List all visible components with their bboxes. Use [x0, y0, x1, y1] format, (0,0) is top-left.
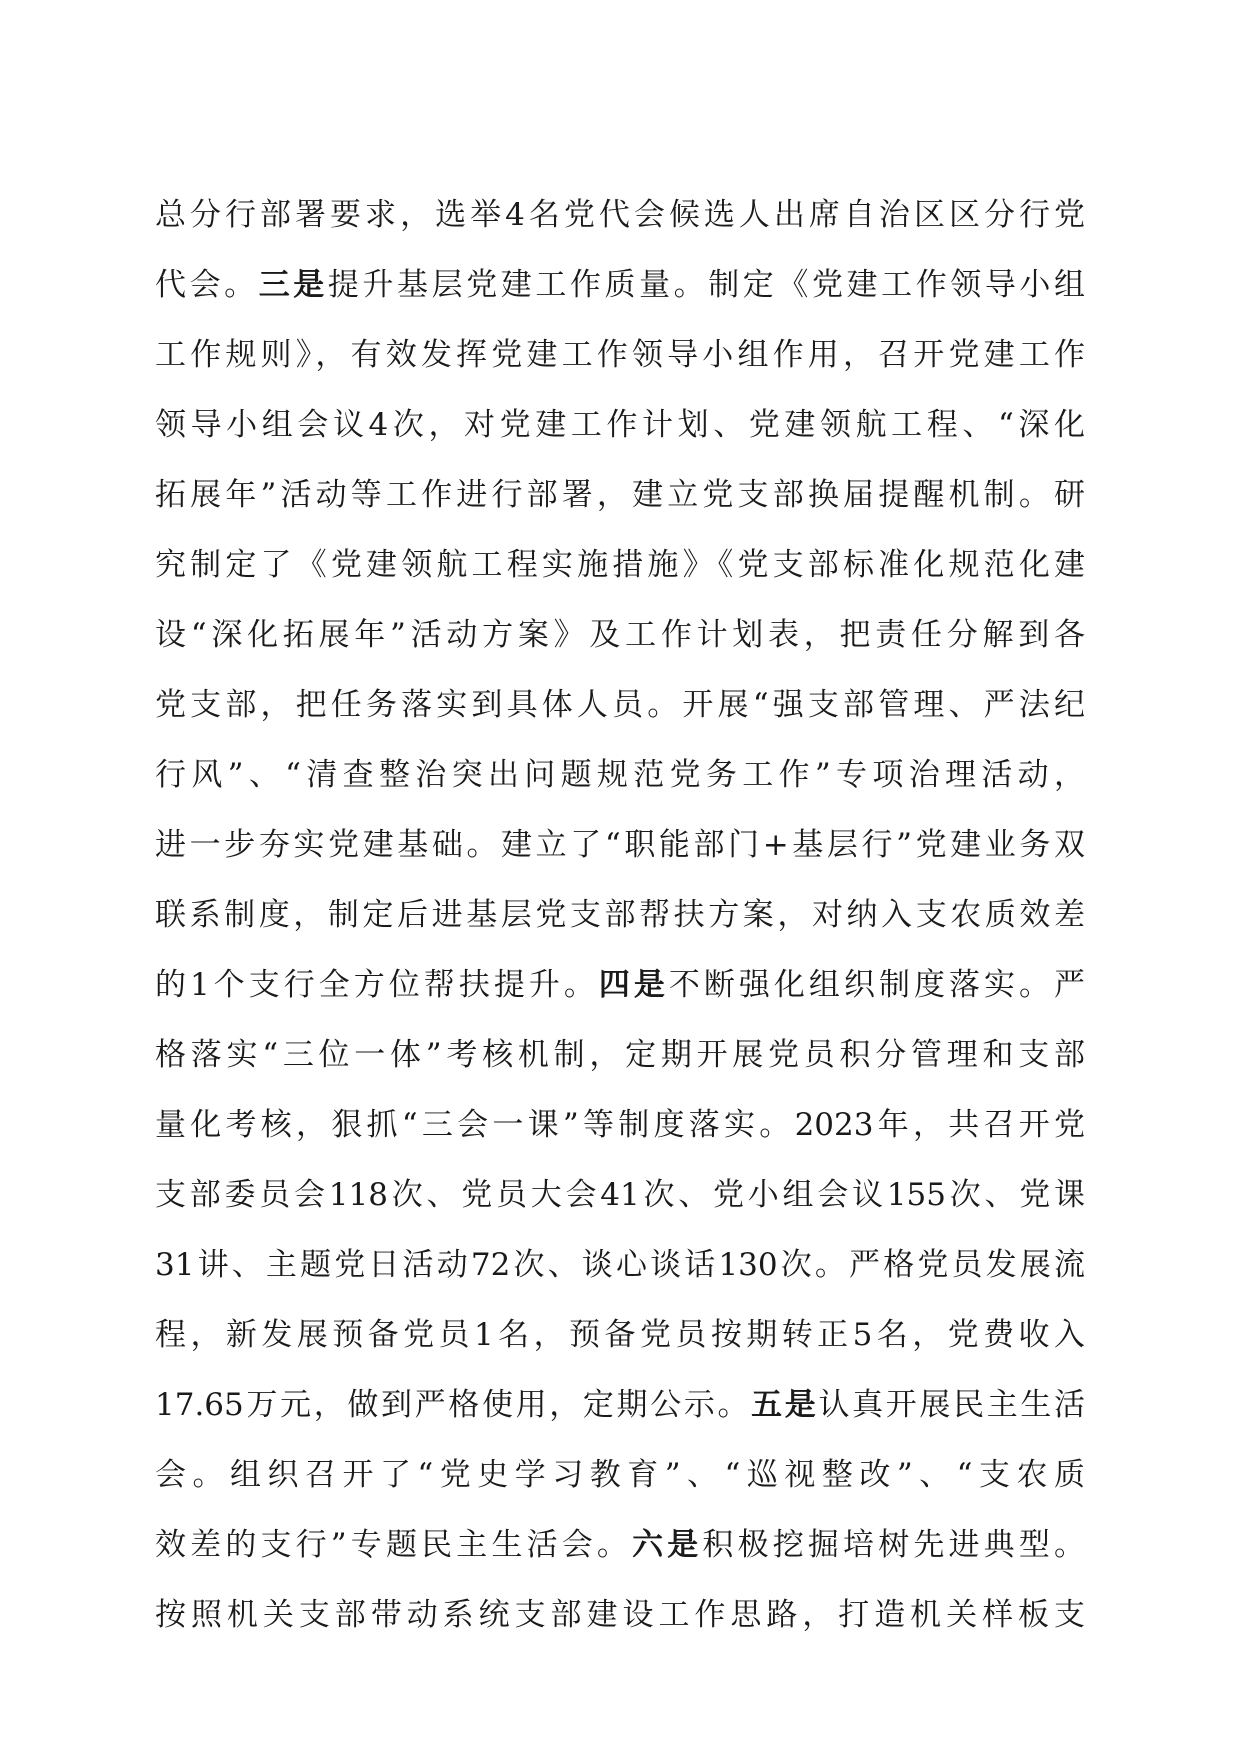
text-line-content	[155, 670, 1085, 740]
text-line	[155, 1440, 1085, 1510]
text-run: 格落实“三位一体”考核机制，定期开展党员积分管理和支部	[155, 1037, 1085, 1073]
text-run: 拓展年”活动等工作进行部署，建立党支部换届提醒机制。研	[155, 477, 1085, 513]
text-line-content	[155, 460, 1085, 530]
text-run: 行风”、“清查整治突出问题规范党务工作”专项治理活动，	[155, 757, 1085, 793]
text-run: 党支部，把任务落实到具体人员。开展“强支部管理、严法纪	[155, 687, 1085, 723]
text-line	[155, 670, 1085, 740]
text-run: 会。组织召开了“党史学习教育”、“巡视整改”、“支农质	[155, 1457, 1085, 1493]
text-line	[155, 390, 1085, 460]
text-run: 31讲、主题党日活动72次、谈心谈话130次。严格党员发展流	[155, 1247, 1085, 1283]
text-run: 量化考核，狠抓“三会一课”等制度落实。2023年，共召开党	[155, 1107, 1085, 1143]
text-run: 不断强化组织制度落实。严	[668, 967, 1085, 1003]
text-line	[155, 180, 1085, 250]
text-line-content	[155, 1370, 1085, 1440]
text-line	[155, 1370, 1085, 1440]
text-run: 代会。	[155, 267, 259, 303]
text-run: 工作规则》，有效发挥党建工作领导小组作用，召开党建工作	[155, 337, 1085, 373]
text-run: 效差的支行”专题民主生活会。	[155, 1527, 633, 1563]
text-line-content	[155, 1440, 1085, 1510]
text-run: 进一步夯实党建基础。建立了“职能部门+基层行”党建业务双	[155, 827, 1085, 863]
text-line-content	[155, 1300, 1085, 1370]
text-run: 按照机关支部带动系统支部建设工作思路，打造机关样板支	[155, 1597, 1085, 1633]
body-paragraph	[155, 180, 1085, 1650]
text-line	[155, 1300, 1085, 1370]
text-run: 程，新发展预备党员1名，预备党员按期转正5名，党费收入	[155, 1317, 1085, 1353]
text-line	[155, 530, 1085, 600]
text-line	[155, 740, 1085, 810]
text-line	[155, 1160, 1085, 1230]
text-line-content	[155, 530, 1085, 600]
text-run: 领导小组会议4次，对党建工作计划、党建领航工程、“深化	[155, 407, 1085, 443]
text-line-content	[155, 810, 1085, 880]
text-line-content	[155, 600, 1085, 670]
text-line-content	[155, 1580, 1085, 1650]
text-line-content	[155, 1160, 1085, 1230]
text-line	[155, 320, 1085, 390]
text-line-content	[155, 1510, 1085, 1580]
text-line	[155, 250, 1085, 320]
text-run: 设“深化拓展年”活动方案》及工作计划表，把责任分解到各	[155, 617, 1085, 653]
bold-lead-phrase: 四是	[598, 967, 669, 1003]
text-line-content	[155, 180, 1085, 250]
text-line	[155, 810, 1085, 880]
text-line-content	[155, 950, 1085, 1020]
text-run: 认真开展民主生活	[818, 1387, 1085, 1423]
text-line-content	[155, 1230, 1085, 1300]
text-line	[155, 1580, 1085, 1650]
text-run: 积极挖掘培树先进典型。	[702, 1527, 1085, 1563]
text-line-content	[155, 1090, 1085, 1160]
text-line	[155, 1090, 1085, 1160]
text-run: 支部委员会118次、党员大会41次、党小组会议155次、党课	[155, 1177, 1085, 1213]
text-line	[155, 600, 1085, 670]
bold-lead-phrase: 三是	[258, 267, 328, 303]
text-run: 究制定了《党建领航工程实施措施》《党支部标准化规范化建	[155, 547, 1085, 583]
text-line	[155, 1020, 1085, 1090]
text-line-content	[155, 320, 1085, 390]
text-line	[155, 460, 1085, 530]
text-run: 总分行部署要求，选举4名党代会候选人出席自治区区分行党	[155, 197, 1085, 233]
text-line-content	[155, 740, 1085, 810]
bold-lead-phrase: 五是	[751, 1387, 819, 1423]
bold-lead-phrase: 六是	[632, 1527, 703, 1563]
text-line-content	[155, 250, 1085, 320]
text-line-content	[155, 1020, 1085, 1090]
text-run: 17.65万元，做到严格使用，定期公示。	[155, 1387, 752, 1423]
text-line	[155, 1230, 1085, 1300]
text-line	[155, 880, 1085, 950]
text-run: 提升基层党建工作质量。制定《党建工作领导小组	[327, 267, 1085, 303]
text-line-content	[155, 390, 1085, 460]
text-run: 的1个支行全方位帮扶提升。	[155, 967, 599, 1003]
text-line-content	[155, 880, 1085, 950]
text-line	[155, 950, 1085, 1020]
text-line	[155, 1510, 1085, 1580]
text-run: 联系制度，制定后进基层党支部帮扶方案，对纳入支农质效差	[155, 897, 1085, 933]
